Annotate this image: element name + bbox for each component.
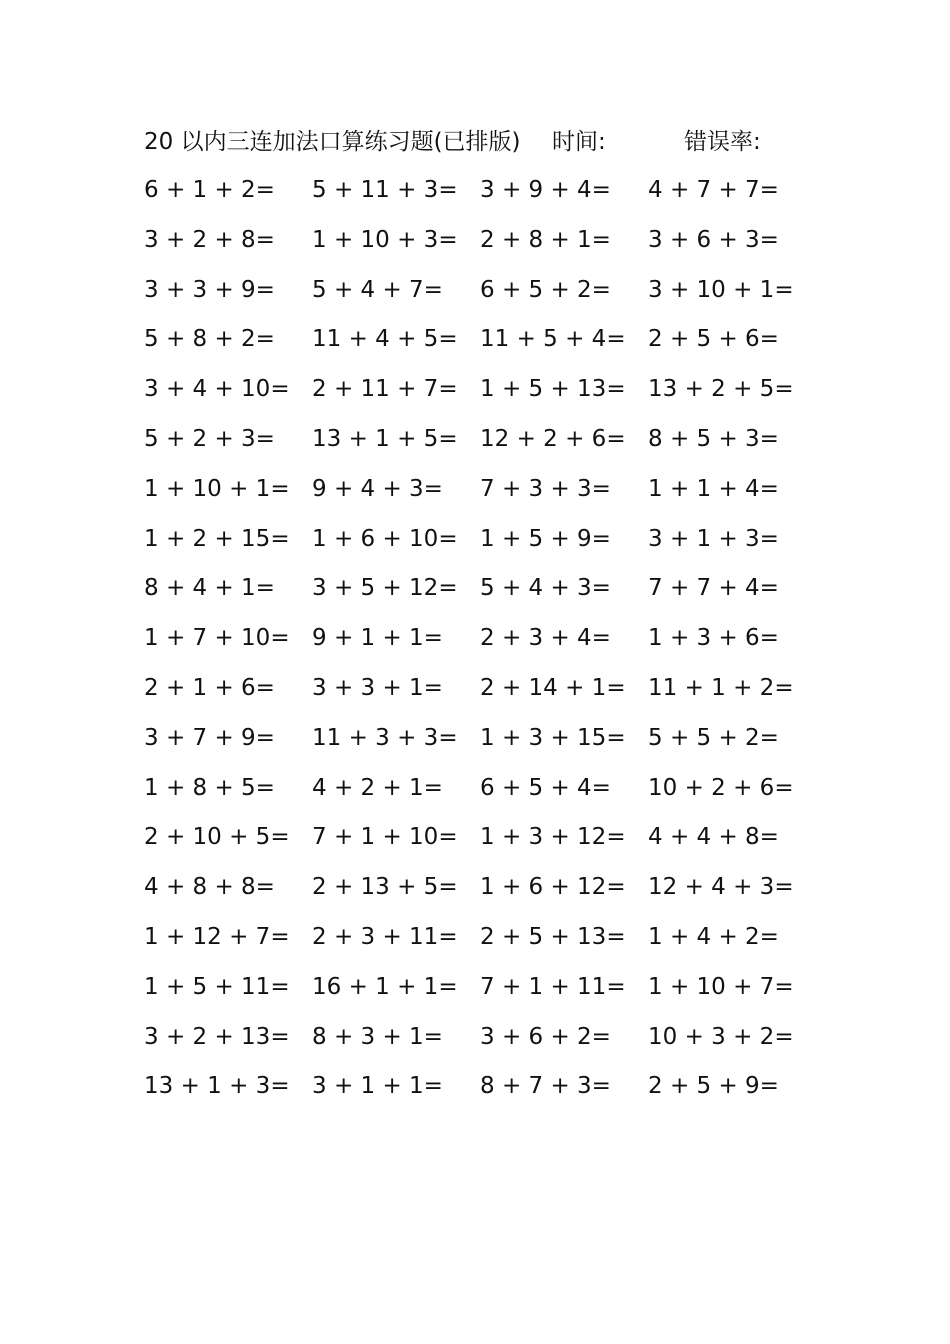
problem-row bbox=[144, 465, 784, 515]
problem-cell: 16 + 1 + 1= bbox=[312, 973, 458, 1000]
problem-cell: 11 + 1 + 2= bbox=[648, 674, 794, 701]
problem-cell: 8 + 3 + 1= bbox=[312, 1023, 443, 1050]
problem-cell: 2 + 14 + 1= bbox=[480, 674, 626, 701]
problem-cell: 2 + 11 + 7= bbox=[312, 376, 458, 403]
problem-cell: 1 + 10 + 3= bbox=[312, 226, 458, 253]
problem-row bbox=[144, 614, 784, 664]
problem-cell: 7 + 7 + 4= bbox=[648, 575, 779, 602]
problem-cell: 2 + 5 + 9= bbox=[648, 1073, 779, 1100]
problem-row bbox=[144, 714, 784, 764]
problem-cell: 1 + 7 + 10= bbox=[144, 625, 290, 652]
problem-row bbox=[144, 1062, 784, 1112]
problem-cell: 1 + 6 + 12= bbox=[480, 874, 626, 901]
worksheet-title: 20 以内三连加法口算练习题(已排版) bbox=[144, 129, 521, 155]
problem-row bbox=[144, 813, 784, 863]
problem-cell: 5 + 5 + 2= bbox=[648, 724, 779, 751]
problem-cell: 1 + 5 + 11= bbox=[144, 973, 290, 1000]
problem-cell: 4 + 8 + 8= bbox=[144, 874, 275, 901]
problem-cell: 7 + 1 + 11= bbox=[480, 973, 626, 1000]
problem-cell: 3 + 3 + 9= bbox=[144, 276, 275, 303]
problem-cell: 10 + 2 + 6= bbox=[648, 774, 794, 801]
problem-cell: 4 + 2 + 1= bbox=[312, 774, 443, 801]
problem-row bbox=[144, 764, 794, 814]
problem-row bbox=[144, 963, 794, 1013]
problem-cell: 3 + 10 + 1= bbox=[648, 276, 794, 303]
problem-cell: 1 + 3 + 15= bbox=[480, 724, 626, 751]
problem-row bbox=[144, 564, 784, 614]
problem-cell: 13 + 1 + 5= bbox=[312, 425, 458, 452]
problem-cell: 6 + 5 + 2= bbox=[480, 276, 611, 303]
problem-row bbox=[144, 166, 784, 216]
problem-cell: 8 + 4 + 1= bbox=[144, 575, 275, 602]
problem-cell: 1 + 12 + 7= bbox=[144, 923, 290, 950]
problem-cell: 5 + 4 + 3= bbox=[480, 575, 611, 602]
problem-cell: 1 + 10 + 1= bbox=[144, 475, 290, 502]
problem-cell: 11 + 3 + 3= bbox=[312, 724, 458, 751]
problem-cell: 3 + 7 + 9= bbox=[144, 724, 275, 751]
problem-cell: 8 + 5 + 3= bbox=[648, 425, 779, 452]
problem-row bbox=[144, 266, 794, 316]
problem-cell: 3 + 6 + 3= bbox=[648, 226, 779, 253]
problem-cell: 2 + 10 + 5= bbox=[144, 824, 290, 851]
time-label: 时间: bbox=[552, 129, 606, 155]
problem-row bbox=[144, 415, 784, 465]
problem-cell: 3 + 5 + 12= bbox=[312, 575, 458, 602]
problem-cell: 11 + 4 + 5= bbox=[312, 326, 458, 353]
error-rate-label: 错误率: bbox=[684, 129, 761, 155]
problem-cell: 2 + 5 + 6= bbox=[648, 326, 779, 353]
problem-cell: 1 + 1 + 4= bbox=[648, 475, 779, 502]
problem-cell: 8 + 7 + 3= bbox=[480, 1073, 611, 1100]
problem-row bbox=[144, 664, 794, 714]
problem-row bbox=[144, 1013, 794, 1063]
problem-cell: 2 + 3 + 11= bbox=[312, 923, 458, 950]
problem-cell: 2 + 1 + 6= bbox=[144, 674, 275, 701]
problem-cell: 9 + 1 + 1= bbox=[312, 625, 443, 652]
problem-cell: 1 + 3 + 6= bbox=[648, 625, 779, 652]
problem-cell: 2 + 13 + 5= bbox=[312, 874, 458, 901]
problem-cell: 1 + 10 + 7= bbox=[648, 973, 794, 1000]
problem-row bbox=[144, 515, 784, 565]
problem-cell: 3 + 4 + 10= bbox=[144, 376, 290, 403]
problem-cell: 6 + 1 + 2= bbox=[144, 177, 275, 203]
problem-cell: 1 + 6 + 10= bbox=[312, 525, 458, 552]
problem-cell: 5 + 8 + 2= bbox=[144, 326, 275, 353]
problem-cell: 4 + 4 + 8= bbox=[648, 824, 779, 851]
problem-cell: 2 + 3 + 4= bbox=[480, 625, 611, 652]
problem-cell: 12 + 2 + 6= bbox=[480, 425, 626, 452]
problem-cell: 13 + 1 + 3= bbox=[144, 1073, 290, 1100]
problem-cell: 12 + 4 + 3= bbox=[648, 874, 794, 901]
problem-cell: 1 + 5 + 13= bbox=[480, 376, 626, 403]
problem-cell: 1 + 8 + 5= bbox=[144, 774, 275, 801]
problem-cell: 1 + 4 + 2= bbox=[648, 923, 779, 950]
worksheet-header bbox=[144, 122, 784, 162]
problem-cell: 3 + 1 + 3= bbox=[648, 525, 779, 552]
problem-row bbox=[144, 365, 794, 415]
problem-cell: 4 + 7 + 7= bbox=[648, 177, 779, 203]
problem-cell: 3 + 2 + 8= bbox=[144, 226, 275, 253]
problem-cell: 3 + 6 + 2= bbox=[480, 1023, 611, 1050]
problem-row bbox=[144, 863, 794, 913]
problem-cell: 11 + 5 + 4= bbox=[480, 326, 626, 353]
problem-cell: 9 + 4 + 3= bbox=[312, 475, 443, 502]
problem-cell: 13 + 2 + 5= bbox=[648, 376, 794, 403]
problem-row bbox=[144, 315, 784, 365]
problem-cell: 3 + 9 + 4= bbox=[480, 177, 611, 203]
problem-cell: 1 + 2 + 15= bbox=[144, 525, 290, 552]
problem-cell: 2 + 5 + 13= bbox=[480, 923, 626, 950]
problem-cell: 1 + 5 + 9= bbox=[480, 525, 611, 552]
problem-cell: 3 + 3 + 1= bbox=[312, 674, 443, 701]
problem-row bbox=[144, 216, 784, 266]
problem-cell: 6 + 5 + 4= bbox=[480, 774, 611, 801]
problem-cell: 3 + 2 + 13= bbox=[144, 1023, 290, 1050]
problem-cell: 10 + 3 + 2= bbox=[648, 1023, 794, 1050]
problem-cell: 7 + 1 + 10= bbox=[312, 824, 458, 851]
problem-cell: 5 + 11 + 3= bbox=[312, 177, 458, 203]
problem-cell: 2 + 8 + 1= bbox=[480, 226, 611, 253]
problem-cell: 3 + 1 + 1= bbox=[312, 1073, 443, 1100]
problem-cell: 5 + 2 + 3= bbox=[144, 425, 275, 452]
problem-cell: 1 + 3 + 12= bbox=[480, 824, 626, 851]
problem-row bbox=[144, 913, 784, 963]
problem-cell: 5 + 4 + 7= bbox=[312, 276, 443, 303]
problem-grid bbox=[144, 166, 794, 1112]
problem-cell: 7 + 3 + 3= bbox=[480, 475, 611, 502]
